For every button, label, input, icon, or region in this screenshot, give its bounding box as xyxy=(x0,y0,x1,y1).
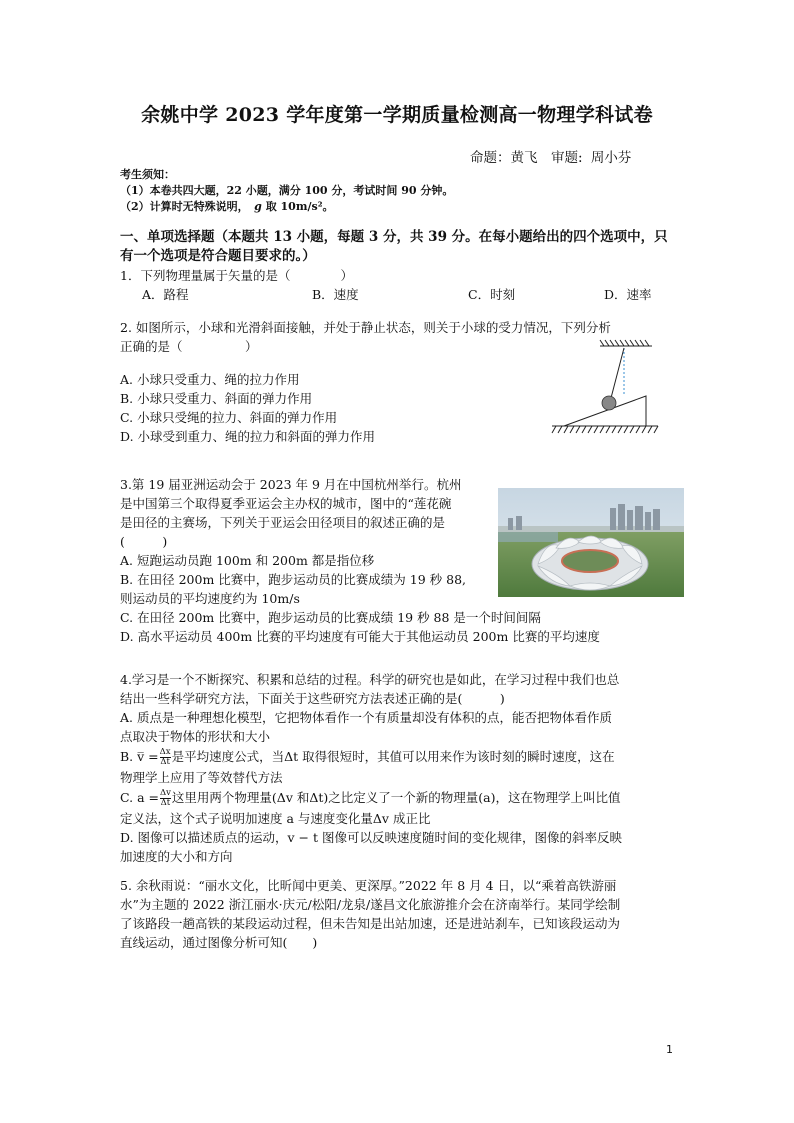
exam-notes xyxy=(120,167,453,215)
notes-line-1: （1）本卷共四大题，22 小题，满分 100 分，考试时间 90 分钟。 xyxy=(120,184,454,197)
q4-option-c-numerator: Δv xyxy=(159,788,171,798)
q4-option-b-fraction xyxy=(160,748,171,767)
stadium-photo xyxy=(498,488,684,597)
notes-g-symbol: g xyxy=(254,200,262,213)
q2-option-d: D. 小球受到重力、绳的拉力和斜面的弹力作用 xyxy=(120,429,376,444)
notes-line-2-suffix: 取 10m/s²。 xyxy=(265,200,334,213)
q4-option-c-line-2: 定义法，这个式子说明加速度 a 与速度变化量Δv 成正比 xyxy=(120,811,431,826)
q4-option-b-denominator: Δt xyxy=(160,757,170,767)
q4-option-c-denominator: Δt xyxy=(160,798,171,808)
q4-option-b-suffix: 是平均速度公式，当Δt 取得很短时，其值可以用来作为该时刻的瞬时速度，这在 xyxy=(171,749,615,764)
q2-stem-line-1: 2. 如图所示，小球和光滑斜面接触，并处于静止状态，则关于小球的受力情况，下列分析 xyxy=(120,320,611,335)
question-1 xyxy=(120,266,680,304)
q5-line-3: 了该路段一趟高铁的某段运动过程，但未告知是出站加速，还是进站刹车，已知该段运动为 xyxy=(120,916,621,931)
q3-option-b-line-1: B. 在田径 200m 比赛中，跑步运动员的比赛成绩为 19 秒 88, xyxy=(120,572,466,587)
page-title: 余姚中学 2023 学年度第一学期质量检测高一物理学科试卷 xyxy=(141,104,653,126)
q4-option-a-line-1: A. 质点是一种理想化模型，它把物体看作一个有质量却没有体积的点，能否把物体看作质 xyxy=(120,710,612,725)
string xyxy=(611,348,624,398)
q3-option-a: A. 短跑运动员跑 100m 和 200m 都是指位移 xyxy=(120,553,375,568)
q5-line-2: 水”为主题的 2022 浙江丽水·庆元/松阳/龙泉/遂昌文化旅游推介会在济南举行。某同学绘制 xyxy=(120,897,621,912)
question-5 xyxy=(120,876,680,952)
q3-stem-line-2: 是中国第三个取得夏季亚运会主办权的城市，图中的“莲花碗 xyxy=(120,496,452,511)
q1-option-b: B．速度 xyxy=(312,287,359,302)
q4-option-c-prefix: C. a = xyxy=(120,790,159,805)
q4-stem-line-2: 结出一些科学研究方法，下面关于这些研究方法表述正确的是( ) xyxy=(120,691,505,706)
q2-stem-line-2: 正确的是（ ） xyxy=(120,339,258,354)
section-heading-line-1: 一、单项选择题（本题共 13 小题，每题 3 分，共 39 分。在每小题给出的四个选项中，只 xyxy=(120,229,668,245)
q3-option-c: C. 在田径 200m 比赛中，跑步运动员的比赛成绩 19 秒 88 是一个时间间隔 xyxy=(120,610,541,625)
q4-option-b-numerator: Δx xyxy=(159,747,171,757)
q2-option-a: A. 小球只受重力、绳的拉力作用 xyxy=(120,372,300,387)
ball xyxy=(602,396,616,410)
q4-option-b-prefix: B. v̅ = xyxy=(120,749,159,764)
q5-line-4: 直线运动，通过图像分析可知( ) xyxy=(120,935,318,950)
section-heading-line-2: 有一个选项是符合题目要求的。） xyxy=(120,248,316,264)
authors: 命题：黄飞 审题: 周小芬 xyxy=(470,150,632,166)
q3-option-b-line-2: 则运动员的平均速度约为 10m/s xyxy=(120,591,300,606)
q2-option-c: C. 小球只受绳的拉力、斜面的弹力作用 xyxy=(120,410,338,425)
notes-line-2 xyxy=(120,199,453,215)
q1-option-d: D．速率 xyxy=(604,287,652,302)
q5-line-1: 5. 余秋雨说：“丽水文化，比昕闻中更美、更深厚。”2022 年 8 月 4 日，以“乘着高铁游丽 xyxy=(120,878,617,893)
q2-incline-diagram xyxy=(548,336,660,438)
q4-stem-line-1: 4.学习是一个不断探究、积累和总结的过程。科学的研究也是如此，在学习过程中我们也总 xyxy=(120,672,620,687)
q3-stem-line-4: ( ) xyxy=(120,534,168,549)
page-number: 1 xyxy=(666,1043,673,1056)
notes-heading: 考生须知： xyxy=(120,168,175,181)
q4-option-c-line-1 xyxy=(120,787,680,809)
question-4 xyxy=(120,670,680,866)
q1-option-a: A．路程 xyxy=(142,287,189,302)
q4-option-b-line-2: 物理学上应用了等效替代方法 xyxy=(120,770,283,785)
q4-option-d-line-2: 加速度的大小和方向 xyxy=(120,849,233,864)
q4-option-a-line-2: 点取决于物体的形状和大小 xyxy=(120,729,271,744)
ceiling-hatching xyxy=(600,340,652,346)
q4-option-c-suffix: 这里用两个物理量(Δv 和Δt)之比定义了一个新的物理量(a)，这在物理学上叫比值 xyxy=(171,790,621,805)
q4-option-c-fraction xyxy=(160,789,171,808)
q1-option-c: C．时刻 xyxy=(468,287,516,302)
section-1-heading xyxy=(120,228,680,266)
q2-option-b: B. 小球只受重力、斜面的弹力作用 xyxy=(120,391,313,406)
notes-line-2-prefix: （2）计算时无特殊说明， xyxy=(120,200,244,213)
q4-option-b-line-1 xyxy=(120,746,680,768)
q4-option-d-line-1: D. 图像可以描述质点的运动，v − t 图像可以反映速度随时间的变化规律，图像的斜率反映 xyxy=(120,830,623,845)
ground-hatching xyxy=(552,426,658,433)
q3-stem-line-3: 是田径的主赛场，下列关于亚运会田径项目的叙述正确的是 xyxy=(120,515,446,530)
q3-option-d: D. 高水平运动员 400m 比赛的平均速度有可能大于其他运动员 200m 比赛的平均速度 xyxy=(120,629,600,644)
q3-stem-line-1: 3.第 19 届亚洲运动会于 2023 年 9 月在中国杭州举行。杭州 xyxy=(120,477,462,492)
q1-stem: 1．下列物理量属于矢量的是（ ） xyxy=(120,268,353,283)
